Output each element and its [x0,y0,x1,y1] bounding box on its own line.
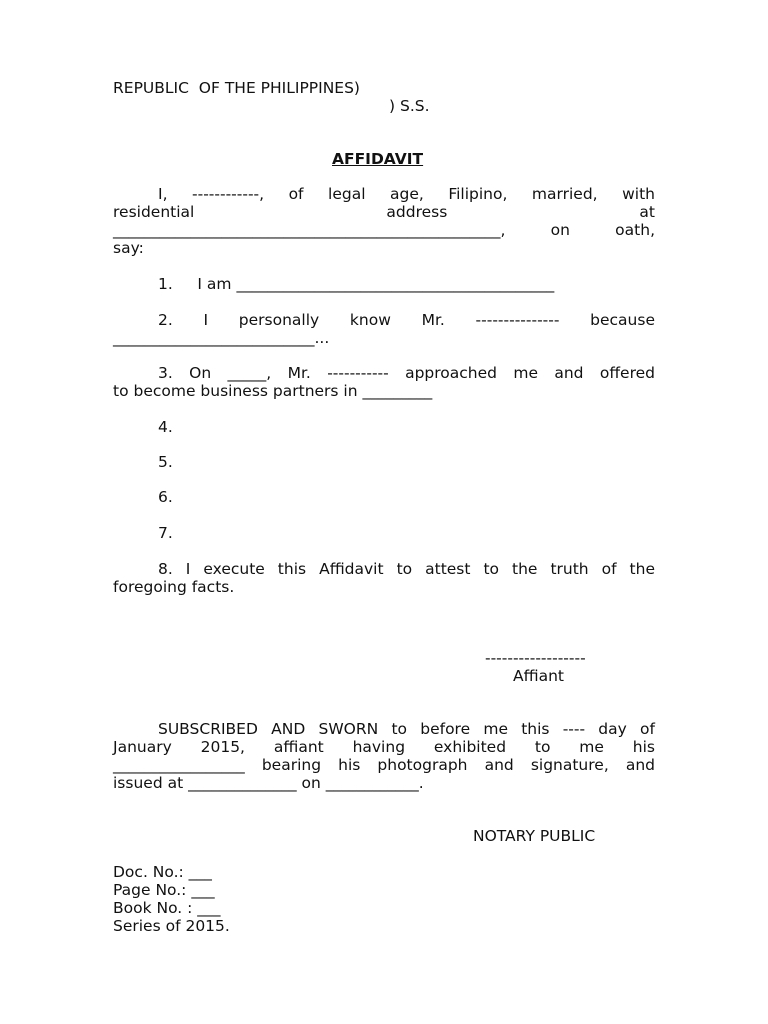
intro-line-3: __________________________________________________, on oath, [113,221,655,239]
book-number: Book No. : ___ [113,899,221,917]
ss-heading: ) S.S. [389,97,430,115]
item-5: 5. [158,453,173,471]
item-6: 6. [158,488,173,506]
affiant-signature-line: ------------------ [485,649,586,667]
item-4: 4. [158,418,173,436]
jurat-line-3: _________________ bearing his photograph and signature, and [113,756,655,774]
jurat-line-4: issued at ______________ on ____________. [113,774,424,792]
jurat-line-1: SUBSCRIBED AND SWORN to before me this ---- day of [158,720,655,738]
series-year: Series of 2015. [113,917,230,935]
intro-line-4: say: [113,239,144,257]
item-1: 1. I am _________________________________________ [158,275,555,293]
intro-line-1: I, ------------, of legal age, Filipino, married, with [158,185,655,203]
item-7: 7. [158,524,173,542]
doc-number: Doc. No.: ___ [113,863,212,881]
item-8-line-1: 8. I execute this Affidavit to attest to the truth of the [158,560,655,578]
document-title: AFFIDAVIT [332,150,424,168]
intro-line-2: residential address at [113,203,655,221]
item-2-line-2: __________________________... [113,329,330,347]
jurat-line-2: January 2015, affiant having exhibited to me his [113,738,655,756]
item-2-line-1: 2. I personally know Mr. --------------- because [158,311,655,329]
republic-heading: REPUBLIC OF THE PHILIPPINES) [113,79,360,97]
affiant-label: Affiant [513,667,564,685]
page-number: Page No.: ___ [113,881,215,899]
item-8-line-2: foregoing facts. [113,578,235,596]
item-3-line-2: to become business partners in _________ [113,382,433,400]
item-3-line-1: 3. On _____, Mr. ----------- approached me and offered [158,364,655,382]
notary-public-label: NOTARY PUBLIC [473,827,596,845]
